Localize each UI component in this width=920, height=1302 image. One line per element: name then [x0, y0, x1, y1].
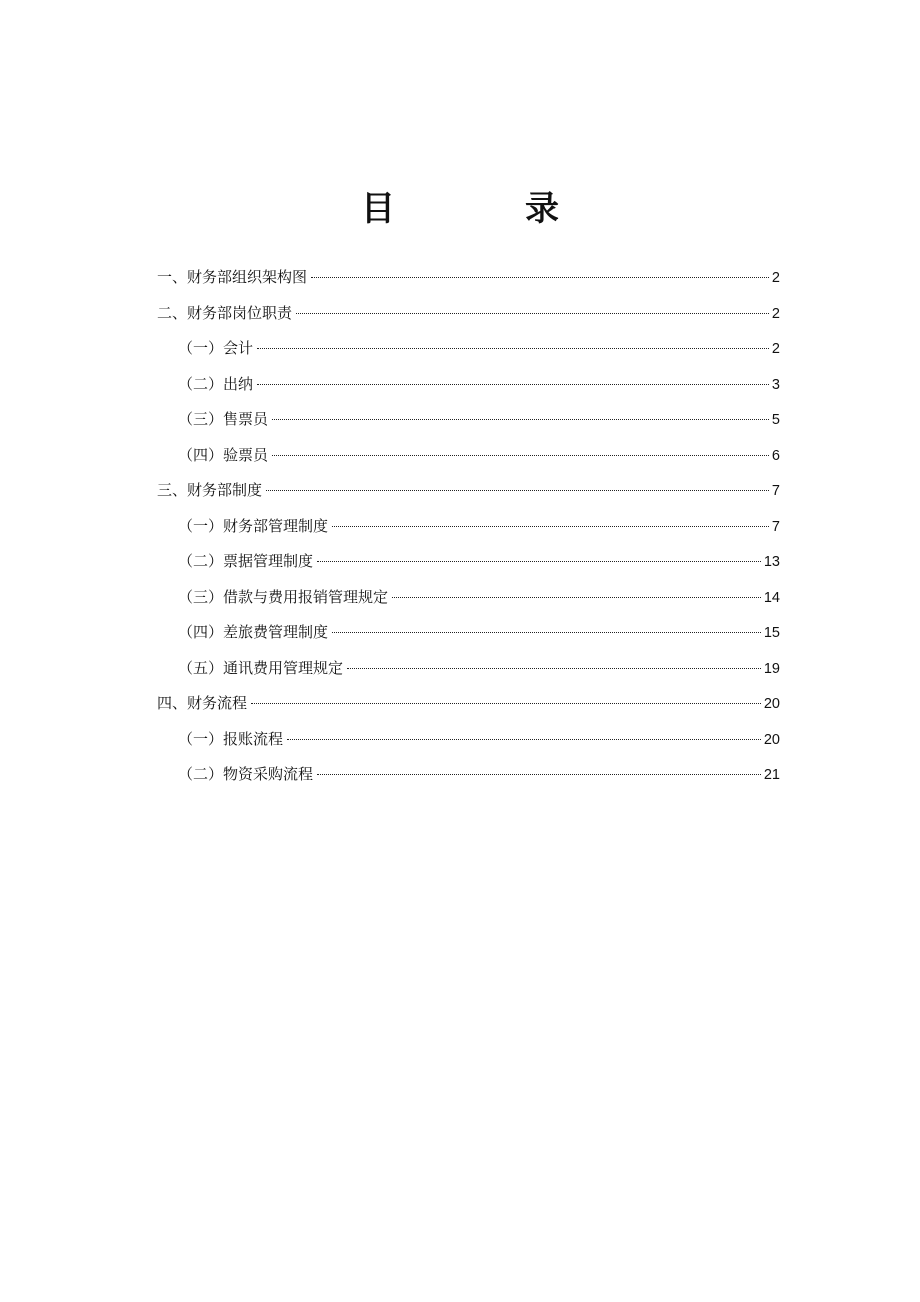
toc-dot-leader [392, 597, 761, 598]
toc-entry-text: （四）验票员 [178, 445, 269, 464]
toc-entry-text: （二）出纳 [178, 374, 254, 393]
toc-entry[interactable] [157, 367, 780, 403]
toc-dot-leader [266, 490, 769, 491]
toc-dot-leader [287, 739, 761, 740]
toc-entry[interactable] [157, 331, 780, 367]
toc-entry[interactable] [157, 402, 780, 438]
toc-entry[interactable] [157, 615, 780, 651]
toc-page-number: 6 [771, 447, 780, 464]
toc-entry-text: 四、财务流程 [157, 694, 248, 712]
toc-entry[interactable] [157, 544, 780, 580]
toc-page-number: 2 [771, 305, 780, 322]
table-of-contents [157, 260, 780, 793]
toc-entry-text: （一）财务部管理制度 [178, 516, 329, 535]
toc-page-number: 13 [763, 554, 780, 570]
toc-entry-text: （五）通讯费用管理规定 [178, 658, 344, 677]
toc-entry-text: （四）差旅费管理制度 [178, 623, 329, 641]
toc-page-number: 21 [763, 767, 780, 783]
toc-dot-leader [272, 419, 769, 420]
toc-dot-leader [332, 526, 769, 527]
toc-page-number: 20 [763, 696, 780, 712]
toc-page-number: 3 [771, 376, 780, 393]
toc-dot-leader [251, 703, 761, 704]
toc-entry-text: （一）会计 [178, 339, 254, 357]
toc-entry-text: 一、财务部组织架构图 [157, 268, 308, 286]
toc-dot-leader [272, 455, 769, 456]
toc-dot-leader [317, 774, 761, 775]
toc-page-number: 14 [763, 589, 780, 606]
toc-page-number: 19 [763, 660, 780, 677]
toc-entry[interactable] [157, 509, 780, 545]
toc-entry-text: （三）售票员 [178, 410, 269, 428]
toc-entry[interactable] [157, 580, 780, 616]
toc-page-number: 15 [763, 625, 780, 641]
toc-page-number: 20 [763, 731, 780, 748]
toc-entry-text: （一）报账流程 [178, 729, 284, 748]
toc-page-number: 2 [771, 341, 780, 357]
toc-entry[interactable] [157, 473, 780, 509]
toc-entry-text: （二）票据管理制度 [178, 552, 314, 570]
toc-page-number: 7 [771, 518, 780, 535]
toc-dot-leader [296, 313, 769, 314]
toc-entry[interactable] [157, 438, 780, 474]
toc-entry[interactable] [157, 686, 780, 722]
toc-dot-leader [332, 632, 761, 633]
toc-entry[interactable] [157, 260, 780, 296]
toc-entry[interactable] [157, 757, 780, 793]
toc-entry[interactable] [157, 651, 780, 687]
toc-page-number: 5 [771, 412, 780, 428]
toc-entry-text: 二、财务部岗位职责 [157, 303, 293, 322]
toc-entry[interactable] [157, 722, 780, 758]
toc-entry[interactable] [157, 296, 780, 332]
toc-entry-text: 三、财务部制度 [157, 481, 263, 499]
toc-entry-text: （二）物资采购流程 [178, 765, 314, 783]
toc-dot-leader [257, 348, 769, 349]
toc-page-number: 2 [771, 270, 780, 286]
toc-dot-leader [311, 277, 769, 278]
toc-dot-leader [257, 384, 769, 385]
toc-page-number: 7 [771, 483, 780, 499]
toc-dot-leader [317, 561, 761, 562]
toc-dot-leader [347, 668, 761, 669]
toc-entry-text: （三）借款与费用报销管理规定 [178, 587, 389, 606]
toc-title: 目 录 [361, 189, 607, 229]
